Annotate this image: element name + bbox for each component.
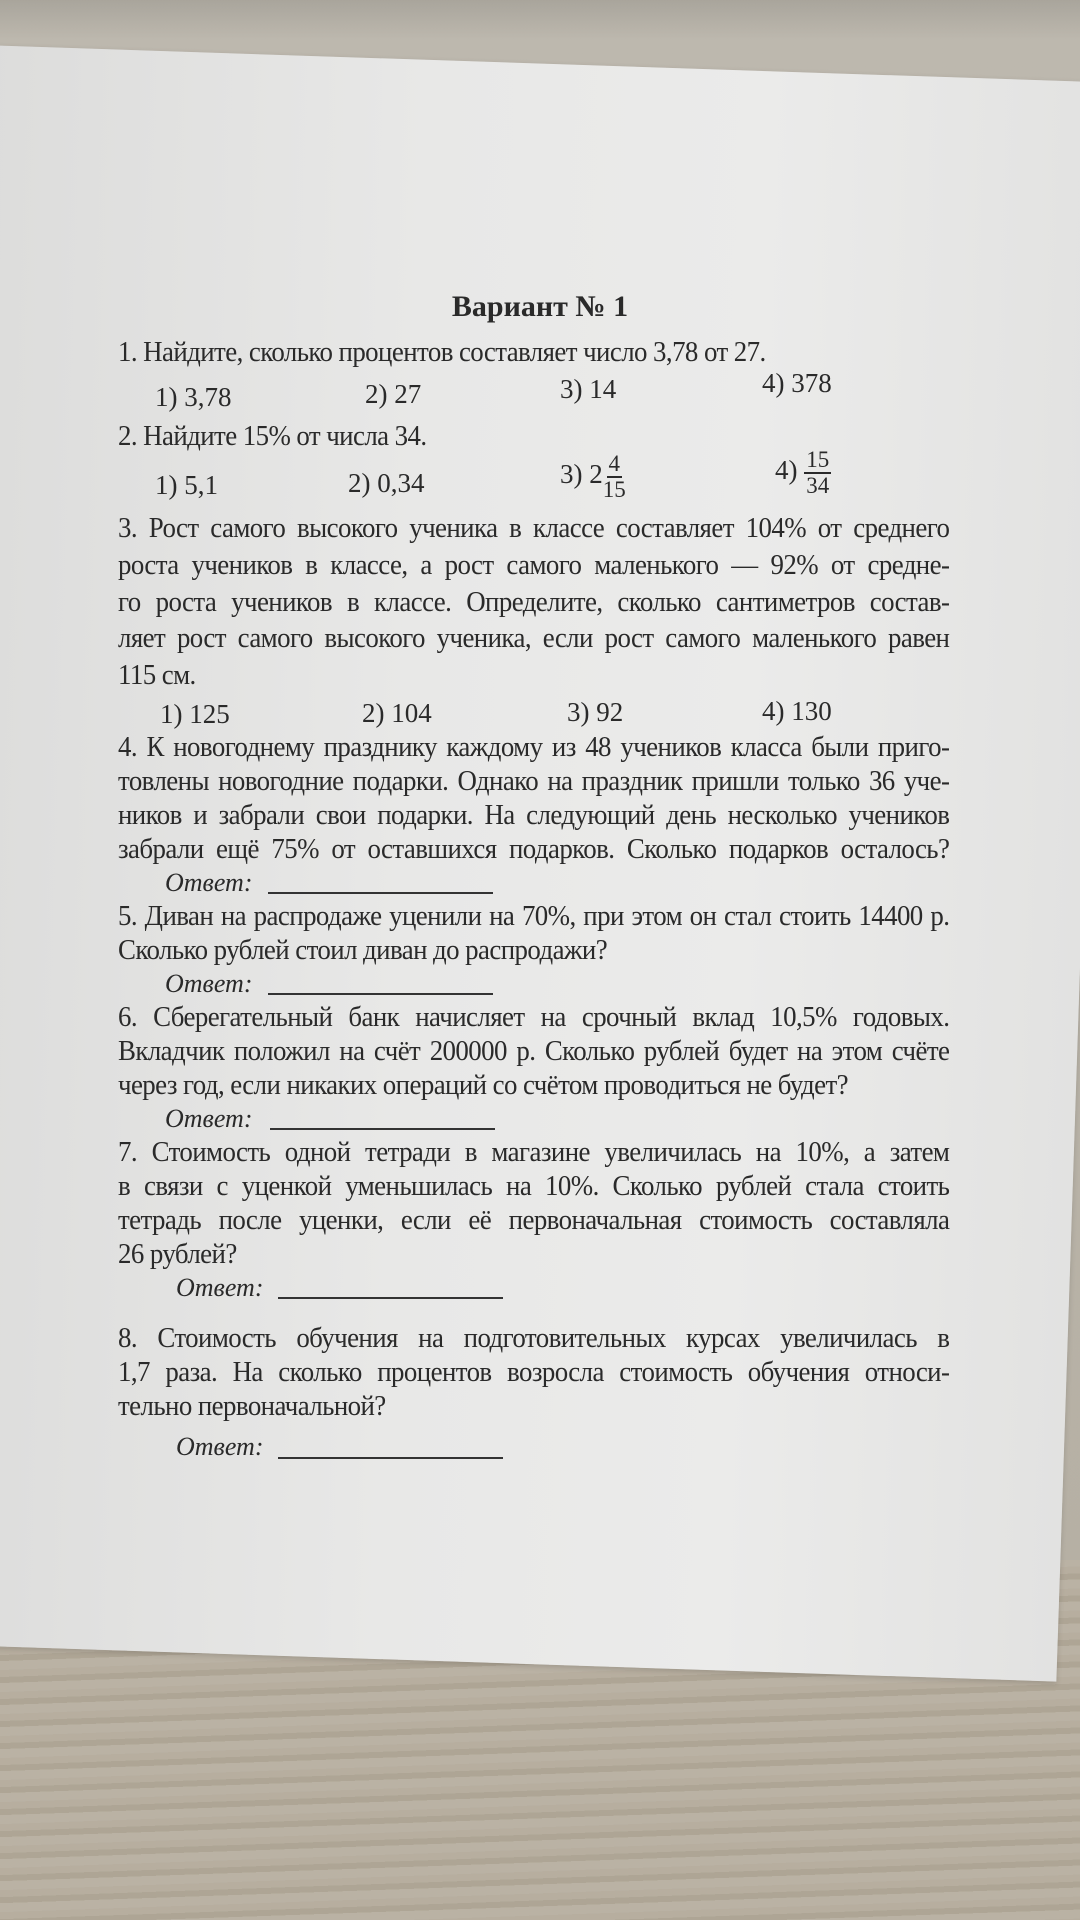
question-7-line: в связи с уценкой уменьшилась на 10%. Сколько рублей стала стоить: [118, 1171, 950, 1202]
question-2-line: 2. Найдите 15% от числа 34.: [118, 421, 427, 452]
question-6-line: через год, если никаких операций со счётом проводиться не будет?: [118, 1070, 849, 1101]
numerator: 4: [608, 451, 620, 476]
question-7-line: тетрадь после уценки, если её первоначальная стоимость составляла: [118, 1205, 950, 1236]
question-8-line: тельно первоначальной?: [118, 1391, 386, 1422]
question-7-line: 7. Стоимость одной тетради в магазине увеличилась на 10%, а затем: [118, 1137, 950, 1168]
q8-answer-label: Ответ:: [176, 1432, 264, 1461]
question-4-line: товлены новогодние подарки. Однако на праздник пришли только 36 уче-: [118, 766, 950, 797]
question-8-line: 1,7 раза. На сколько процентов возросла стоимость обучения относи-: [118, 1357, 950, 1388]
q3-option-3: 3) 92: [567, 697, 624, 727]
question-3-line: ляет рост самого высокого ученика, если рост самого маленького равен: [118, 623, 950, 654]
question-4-line: ников и забрали свои подарки. На следующий день несколько учеников: [118, 800, 950, 831]
q1-option-2: 2) 27: [365, 379, 422, 409]
q2-option-3-fraction: [603, 452, 626, 502]
q4-answer-field[interactable]: [268, 892, 493, 894]
question-4-line: забрали ещё 75% от оставшихся подарков. Сколько подарков осталось?: [118, 834, 950, 865]
question-4-line: 4. К новогоднему празднику каждому из 48 учеников класса были приго-: [118, 732, 950, 763]
q2-option-3: [560, 452, 626, 502]
q8-answer-field[interactable]: [278, 1457, 503, 1459]
numerator: 15: [806, 447, 830, 472]
q7-answer-label: Ответ:: [176, 1273, 264, 1302]
q2-option-2: 2) 0,34: [348, 468, 425, 498]
q6-answer-label: Ответ:: [165, 1104, 253, 1133]
q1-option-3: 3) 14: [560, 374, 617, 404]
q2-option-4-fraction: [804, 448, 831, 498]
q5-answer-field[interactable]: [268, 993, 493, 995]
q2-option-4-prefix: 4): [775, 455, 798, 486]
question-3-line: роста учеников в классе, а рост самого маленького — 92% от средне-: [118, 550, 950, 581]
question-5-line: 5. Диван на распродаже уценили на 70%, при этом он стал стоить 14400 р.: [118, 901, 950, 932]
q1-option-1: 1) 3,78: [155, 382, 232, 412]
q2-option-3-prefix: 3) 2: [560, 459, 603, 490]
question-6-line: Вкладчик положил на счёт 200000 р. Сколько рублей будет на этом счёте: [118, 1036, 950, 1067]
q3-option-1: 1) 125: [160, 699, 230, 729]
q4-answer-label: Ответ:: [165, 868, 253, 897]
denominator: 34: [806, 473, 830, 498]
question-3-line: го роста учеников в классе. Определите, сколько сантиметров состав-: [118, 587, 950, 618]
q5-answer-label: Ответ:: [165, 969, 253, 998]
q2-option-4: [775, 448, 831, 498]
q3-option-2: 2) 104: [362, 698, 432, 728]
q1-option-4: 4) 378: [762, 368, 832, 398]
question-1-line: 1. Найдите, сколько процентов составляет число 3,78 от 27.: [118, 337, 766, 368]
question-6-line: 6. Сберегательный банк начисляет на срочный вклад 10,5% годовых.: [118, 1002, 950, 1033]
q7-answer-field[interactable]: [278, 1297, 503, 1299]
question-3-line: 3. Рост самого высокого ученика в классе составляет 104% от среднего: [118, 513, 950, 544]
q3-option-4: 4) 130: [762, 696, 832, 726]
question-7-line: 26 рублей?: [118, 1239, 237, 1270]
q2-option-1: 1) 5,1: [155, 470, 218, 500]
question-3-line: 115 см.: [118, 660, 196, 691]
question-5-line: Сколько рублей стоил диван до распродажи?: [118, 935, 608, 966]
worksheet-title: Вариант № 1: [451, 290, 629, 323]
q6-answer-field[interactable]: [270, 1128, 495, 1130]
question-8-line: 8. Стоимость обучения на подготовительных курсах увеличилась в: [118, 1323, 950, 1354]
denominator: 15: [602, 477, 626, 502]
